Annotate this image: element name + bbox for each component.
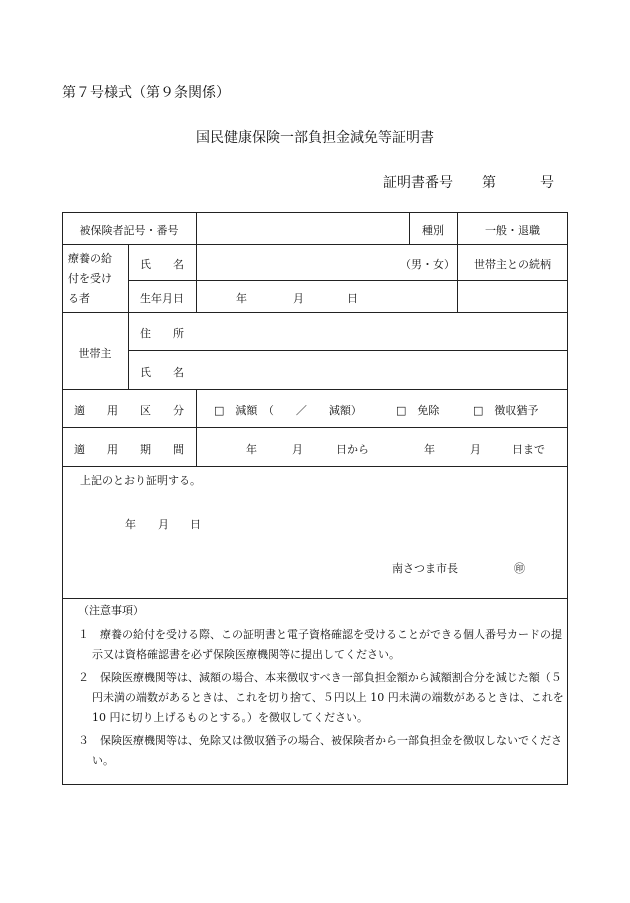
insured-number-label: 被保険者記号・番号 xyxy=(79,224,179,237)
category-exempt-checkbox[interactable]: □ 免除 xyxy=(396,404,440,417)
certify-year: 年 xyxy=(125,518,136,531)
notes-heading: （注意事項） xyxy=(78,604,144,617)
row-divider xyxy=(62,244,568,245)
row-divider xyxy=(62,466,568,467)
cert-number-go: 号 xyxy=(540,175,554,191)
col-divider xyxy=(196,244,197,312)
note-3-line-1: ３ 保険医療機関等は、免除又は徴収猶予の場合、被保険者から一部負担金を徴収しないでくださ xyxy=(78,734,562,747)
certify-month: 月 xyxy=(158,518,169,531)
period-start-month: 月 xyxy=(292,443,303,456)
col-divider xyxy=(196,389,197,466)
category-defer-checkbox[interactable]: □ 徴収猶予 xyxy=(473,404,539,417)
certify-day: 日 xyxy=(190,518,201,531)
relation-label: 世帯主との続柄 xyxy=(474,258,551,271)
cert-number-label: 証明書番号 xyxy=(383,175,453,191)
note-2-line-3: 10 円に切り上げるものとする。）を徴収してください。 xyxy=(92,711,368,724)
period-end-month: 月 xyxy=(470,443,481,456)
address-field[interactable] xyxy=(198,314,566,349)
issuer-name: 南さつま市長 xyxy=(392,562,458,575)
type-value[interactable]: 一般・退職 xyxy=(485,224,540,237)
note-3-line-2: い。 xyxy=(92,754,114,767)
notes-section xyxy=(78,601,564,771)
type-label: 種別 xyxy=(422,224,444,237)
period-start-day: 日から xyxy=(336,443,369,456)
row-divider xyxy=(62,598,568,599)
period-end-year: 年 xyxy=(424,443,435,456)
dob-month: 月 xyxy=(293,292,304,305)
dob-day: 日 xyxy=(347,292,358,305)
row-divider xyxy=(62,312,568,313)
recipient-label: 療養の給 付を受け る者 xyxy=(68,252,112,305)
note-2-line-1: ２ 保険医療機関等は、減額の場合、本来徴収すべき一部負担金額から減額割合分を減じた額（５ xyxy=(78,671,562,684)
row-divider xyxy=(62,427,568,428)
relation-field[interactable] xyxy=(459,282,566,311)
cert-number-dai: 第 xyxy=(482,175,496,191)
period-start-year: 年 xyxy=(246,443,257,456)
row-divider xyxy=(62,389,568,390)
dob-year: 年 xyxy=(236,292,247,305)
address-label: 住 所 xyxy=(140,327,184,340)
householder-name-label: 氏 名 xyxy=(140,366,184,379)
category-reduce-checkbox[interactable]: □ 減額 （ ／ 減額） xyxy=(214,404,362,417)
householder-label: 世帯主 xyxy=(78,347,112,360)
row-divider xyxy=(128,350,568,351)
dob-label: 生年月日 xyxy=(140,292,184,305)
note-1-line-2: 示又は資格確認書を必ず保険医療機関等に提出してください。 xyxy=(92,648,400,661)
page-title: 国民健康保険一部負担金減免等証明書 xyxy=(196,130,434,146)
row-divider xyxy=(128,280,568,281)
recipient-name-field[interactable] xyxy=(198,246,398,279)
col-divider xyxy=(196,212,197,244)
certify-text: 上記のとおり証明する。 xyxy=(80,474,201,487)
form-number: 第７号様式（第９条関係） xyxy=(62,85,230,101)
recipient-name-label: 氏 名 xyxy=(140,258,184,271)
note-2-line-2: 円未満の端数があるときは、これを切り捨て、５円以上 10 円未満の端数があるときは、これを xyxy=(92,691,564,704)
sex-selector[interactable]: （男・女） xyxy=(400,258,455,271)
note-1-line-1: １ 療養の給付を受ける際、この証明書と電子資格確認を受けることができる個人番号カードの提 xyxy=(78,628,562,641)
seal-mark: ㊞ xyxy=(514,562,525,575)
period-label: 適 用 期 間 xyxy=(74,443,184,456)
householder-name-field[interactable] xyxy=(198,352,566,388)
category-label: 適 用 区 分 xyxy=(74,404,184,417)
period-end-day: 日まで xyxy=(512,443,545,456)
insured-number-field[interactable] xyxy=(198,214,407,242)
